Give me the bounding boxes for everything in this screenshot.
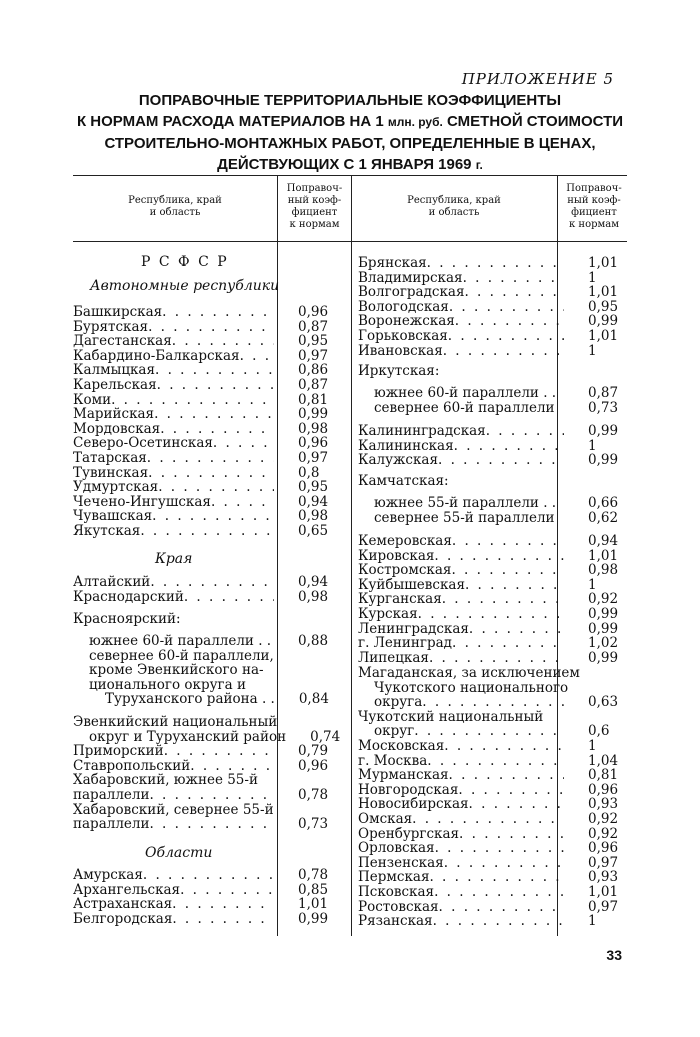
row-value: 1 bbox=[588, 738, 597, 754]
row-value: 0,96 bbox=[298, 757, 329, 774]
table-row bbox=[358, 768, 628, 783]
row-value: 0,99 bbox=[298, 406, 329, 423]
table-row bbox=[73, 897, 336, 912]
row-value: 1,01 bbox=[588, 284, 619, 301]
row-name: Мурманская bbox=[358, 768, 449, 783]
row-value: 0,93 bbox=[588, 869, 619, 886]
row-value: 0,92 bbox=[588, 810, 619, 827]
table-row bbox=[358, 607, 628, 622]
row-value: 1,01 bbox=[588, 327, 619, 344]
row-value: 0,78 bbox=[298, 867, 329, 883]
row-name: Псковская bbox=[358, 884, 435, 900]
kamchatka-block bbox=[358, 474, 628, 489]
row-value: 0,88 bbox=[298, 633, 329, 649]
row-value: 0,96 bbox=[588, 840, 619, 857]
header-coef-line-4: к нормам bbox=[289, 219, 340, 230]
row-value: 0,81 bbox=[588, 767, 619, 784]
row-value: 0,73 bbox=[588, 399, 619, 416]
table-row bbox=[358, 900, 628, 915]
kamchatka-south: южнее 55-й параллели . . bbox=[374, 495, 557, 511]
row-name: Калининградская bbox=[358, 424, 486, 439]
row-name: Вологодская bbox=[358, 299, 449, 315]
rsfsr-heading: Р С Ф С Р bbox=[141, 254, 229, 270]
row-name: Удмуртская bbox=[73, 480, 159, 495]
evenk-line-2: округ и Туруханский район bbox=[89, 728, 287, 745]
header-region-line-1: Республика, край bbox=[128, 195, 222, 206]
header-region-left bbox=[80, 195, 270, 219]
row-name: Новосибирская bbox=[358, 797, 469, 812]
title-line-4 bbox=[40, 154, 660, 176]
table-row bbox=[73, 480, 336, 495]
row-name: Татарская bbox=[73, 450, 147, 466]
row-value: 1,04 bbox=[588, 752, 619, 769]
table-row bbox=[358, 783, 628, 798]
oblasti-list-left bbox=[73, 868, 336, 926]
table-row bbox=[73, 334, 336, 349]
table-row bbox=[358, 754, 628, 769]
row-name: Северо-Осетинская bbox=[73, 436, 213, 451]
table-row bbox=[73, 883, 336, 898]
row-value: 0,86 bbox=[298, 362, 329, 379]
row-value: 0,87 bbox=[588, 385, 619, 401]
table-top-rule bbox=[73, 175, 627, 176]
chukotka-line-1: Чукотский национальный bbox=[358, 708, 544, 725]
row-value: 0,87 bbox=[298, 318, 329, 335]
row-name: Оренбургская bbox=[358, 826, 460, 842]
title-line-4a: ДЕЙСТВУЮЩИХ С 1 ЯНВАРЯ 1969 bbox=[217, 156, 476, 173]
table-row bbox=[358, 344, 628, 359]
krasnoyarsk-block bbox=[73, 612, 336, 627]
row-value: 0,6 bbox=[588, 723, 610, 740]
title-line-3: СТРОИТЕЛЬНО-МОНТАЖНЫХ РАБОТ, ОПРЕДЕЛЕННЫЕ В ЦЕНАХ, bbox=[104, 135, 596, 152]
row-name: Куйбышевская bbox=[358, 577, 465, 593]
row-value: 0,74 bbox=[310, 728, 341, 745]
row-value: 0,97 bbox=[298, 449, 329, 466]
table-row bbox=[73, 378, 336, 393]
row-name: Брянская bbox=[358, 256, 427, 271]
kamchatka-label: Камчатская: bbox=[358, 473, 449, 489]
row-name: Курганская bbox=[358, 592, 442, 607]
table-row bbox=[358, 797, 628, 812]
header-region-line-1: Республика, край bbox=[407, 195, 501, 206]
row-value: 0,98 bbox=[298, 420, 329, 437]
row-name: Мордовская bbox=[73, 421, 161, 437]
row-name: Коми bbox=[73, 392, 112, 408]
title-line-2a: К НОРМАМ РАСХОДА МАТЕРИАЛОВ НА 1 bbox=[76, 113, 388, 130]
row-value: 0,99 bbox=[588, 620, 619, 637]
row-value: 0,96 bbox=[298, 304, 329, 320]
magadan-line-2: Чукотского национального bbox=[374, 679, 569, 696]
table-row bbox=[73, 466, 336, 481]
table-row bbox=[73, 451, 336, 466]
row-value: 0,84 bbox=[298, 691, 329, 708]
row-name: Курская bbox=[358, 606, 418, 622]
row-name: г. Ленинград bbox=[358, 636, 452, 651]
kamchatka-north: севернее 55-й параллели bbox=[374, 509, 555, 526]
row-value: 0,97 bbox=[588, 898, 619, 915]
row-name: Астраханская bbox=[73, 897, 173, 912]
table-row bbox=[358, 856, 628, 871]
row-value: 0,98 bbox=[298, 508, 329, 525]
row-value: 1,01 bbox=[588, 255, 619, 271]
row-value: 0,94 bbox=[588, 533, 619, 549]
oblasti-group-4 bbox=[358, 739, 628, 929]
row-name: Липецкая bbox=[358, 650, 429, 666]
row-value: 0,95 bbox=[588, 298, 619, 315]
row-name: Омская bbox=[358, 811, 413, 827]
row-name: Ростовская bbox=[358, 899, 439, 915]
table-row bbox=[73, 575, 336, 590]
table-row bbox=[358, 549, 628, 564]
table-row bbox=[358, 563, 628, 578]
header-coef-right bbox=[559, 183, 629, 231]
row-value: 0,99 bbox=[298, 910, 329, 927]
header-coef-left bbox=[279, 183, 350, 231]
page-number: 33 bbox=[606, 947, 622, 963]
header-coef-line-3: фициент bbox=[571, 207, 617, 218]
row-value: 0,85 bbox=[298, 881, 329, 898]
table-row bbox=[358, 636, 628, 651]
table-header-rule bbox=[73, 241, 627, 242]
row-name: Амурская bbox=[73, 868, 143, 883]
row-name: Калининская bbox=[358, 438, 454, 454]
krasnoyarsk-north-1: севернее 60-й параллели, bbox=[89, 647, 274, 664]
row-value: 0,78 bbox=[298, 786, 329, 803]
row-name: Рязанская bbox=[358, 914, 433, 929]
row-value: 0,81 bbox=[298, 391, 329, 408]
row-name: Архангельская bbox=[73, 882, 181, 898]
krasnoyarsk-north-2: кроме Эвенкийского на- bbox=[89, 662, 264, 679]
irkutsk-south: южнее 60-й параллели . . bbox=[374, 385, 557, 401]
table-row bbox=[358, 651, 628, 666]
row-value: 0,62 bbox=[588, 509, 619, 526]
row-name: Костромская bbox=[358, 563, 452, 578]
table-row bbox=[358, 424, 628, 439]
appendix-label: ПРИЛОЖЕНИЕ 5 bbox=[461, 70, 614, 88]
oblasti-group-1 bbox=[358, 256, 628, 358]
table-row bbox=[358, 592, 628, 607]
row-value: 1,01 bbox=[588, 547, 619, 564]
row-value: 0,95 bbox=[298, 333, 329, 350]
krasnoyarsk-north-4: Туруханского района . . bbox=[105, 691, 275, 708]
table-row bbox=[358, 841, 628, 856]
row-name: Ленинградская bbox=[358, 621, 469, 637]
header-coef-line-2: ный коэф- bbox=[287, 195, 342, 206]
row-value: 0,96 bbox=[298, 435, 329, 452]
header-region-line-2: и область bbox=[149, 207, 201, 218]
row-name: Пензенская bbox=[358, 855, 444, 871]
krasnoyarsk-south: южнее 60-й параллели . . bbox=[89, 633, 272, 649]
table-row bbox=[73, 524, 336, 539]
table-row bbox=[358, 739, 628, 754]
header-coef-line-3: фициент bbox=[291, 207, 338, 218]
khabarovsk-south-1: Хабаровский, южнее 55-й bbox=[73, 772, 258, 789]
row-value: 1,01 bbox=[588, 883, 619, 900]
row-name: Краснодарский bbox=[73, 589, 184, 605]
table-row bbox=[358, 300, 628, 315]
row-name: Бурятская bbox=[73, 319, 149, 335]
table-row bbox=[358, 329, 628, 344]
khabarovsk-south-2: параллели bbox=[73, 787, 150, 803]
krasnoyarsk-sub bbox=[73, 634, 336, 707]
autonomous-republics-list bbox=[73, 305, 336, 539]
table-row bbox=[73, 393, 336, 408]
row-name: Марийская bbox=[73, 407, 155, 422]
table-row bbox=[73, 407, 336, 422]
table-row bbox=[358, 453, 628, 468]
header-coef-line-1: Поправоч- bbox=[286, 183, 343, 194]
table-row bbox=[73, 868, 336, 883]
row-value: 1,01 bbox=[298, 896, 329, 913]
row-name: Башкирская bbox=[73, 305, 163, 320]
krasnoyarsk-north-3: ционального округа и bbox=[89, 676, 246, 693]
irkutsk-label: Иркутская: bbox=[358, 363, 440, 379]
krasnoyarsk-label: Красноярский: bbox=[73, 611, 181, 627]
title-line-2c: СМЕТНОЙ СТОИМОСТИ bbox=[442, 113, 624, 130]
row-name: Чувашская bbox=[73, 509, 153, 524]
table-row bbox=[73, 349, 336, 364]
row-name: Дагестанская bbox=[73, 334, 172, 349]
magadan-line-1: Магаданская, за исключением bbox=[358, 665, 580, 681]
row-value: 0,99 bbox=[588, 313, 619, 330]
row-value: 1 bbox=[588, 342, 597, 359]
table-row bbox=[358, 439, 628, 454]
row-value: 0,63 bbox=[588, 694, 619, 711]
row-name: Карельская bbox=[73, 377, 157, 393]
row-value: 0,99 bbox=[588, 423, 619, 439]
row-value: 0,65 bbox=[298, 522, 329, 539]
row-name: Орловская bbox=[358, 841, 435, 856]
row-value: 0,8 bbox=[298, 464, 320, 481]
row-name: Калужская bbox=[358, 453, 438, 468]
header-coef-line-1: Поправоч- bbox=[566, 183, 622, 194]
row-value: 1 bbox=[588, 269, 597, 286]
row-name: Калмыцкая bbox=[73, 363, 156, 378]
magadan-block bbox=[358, 666, 628, 739]
row-value: 0,96 bbox=[588, 781, 619, 798]
row-value: 1,02 bbox=[588, 635, 619, 652]
table-row bbox=[358, 578, 628, 593]
header-region-right bbox=[356, 195, 552, 219]
title-line-1: ПОПРАВОЧНЫЕ ТЕРРИТОРИАЛЬНЫЕ КОЭФФИЦИЕНТЫ bbox=[138, 92, 562, 109]
table-row bbox=[358, 914, 628, 929]
table-row bbox=[73, 590, 336, 605]
row-value: 0,66 bbox=[588, 495, 619, 511]
table-row bbox=[358, 622, 628, 637]
page-title bbox=[40, 90, 660, 176]
row-name: Приморский bbox=[73, 744, 164, 759]
table-row bbox=[358, 827, 628, 842]
row-name: Воронежская bbox=[358, 314, 455, 329]
row-value: 1 bbox=[588, 913, 597, 930]
row-name: Ивановская bbox=[358, 343, 443, 359]
header-coef-line-2: ный коэф- bbox=[567, 195, 621, 206]
row-value: 0,73 bbox=[298, 816, 329, 833]
row-value: 0,92 bbox=[588, 825, 619, 842]
row-name: Пермская bbox=[358, 870, 430, 885]
row-name: Новгородская bbox=[358, 782, 459, 798]
row-name: Ставропольский bbox=[73, 758, 191, 774]
row-value: 0,99 bbox=[588, 452, 619, 469]
title-line-4b: г. bbox=[475, 158, 483, 172]
table-row bbox=[358, 885, 628, 900]
row-value: 1 bbox=[588, 576, 597, 593]
oblasti-heading: Области bbox=[145, 845, 213, 861]
row-name: Якутская bbox=[73, 523, 141, 539]
row-value: 0,94 bbox=[298, 574, 329, 590]
row-value: 0,99 bbox=[588, 605, 619, 622]
table-row bbox=[358, 812, 628, 827]
table-row bbox=[73, 509, 336, 524]
table-row bbox=[73, 759, 336, 774]
oblasti-group-2 bbox=[358, 424, 628, 468]
oblasti-group-3 bbox=[358, 534, 628, 665]
row-name: Владимирская bbox=[358, 270, 463, 286]
table-row bbox=[73, 744, 336, 759]
kraya-heading: Края bbox=[155, 551, 193, 567]
title-line-2b: млн. руб. bbox=[387, 115, 443, 129]
row-value: 0,93 bbox=[588, 796, 619, 813]
table-row bbox=[358, 256, 628, 271]
row-value: 0,97 bbox=[588, 854, 619, 871]
kraya-list-a bbox=[73, 575, 336, 604]
irkutsk-north: севернее 60-й параллели bbox=[374, 399, 555, 416]
row-name: Кемеровская bbox=[358, 534, 452, 549]
table-row bbox=[73, 320, 336, 335]
row-value: 0,97 bbox=[298, 347, 329, 364]
row-value: 1 bbox=[588, 437, 597, 454]
table-row bbox=[358, 271, 628, 286]
table-row bbox=[73, 495, 336, 510]
row-name: Алтайский bbox=[73, 575, 151, 590]
chukotka-line-2: округ bbox=[374, 724, 415, 739]
table-row bbox=[358, 314, 628, 329]
autonomous-republics-heading: Автономные республики bbox=[90, 278, 280, 294]
khabarovsk-north-1: Хабаровский, севернее 55-й bbox=[73, 801, 274, 818]
row-name: Волгоградская bbox=[358, 285, 465, 300]
row-value: 0,95 bbox=[298, 479, 329, 496]
khabarovsk-north-2: параллели bbox=[73, 817, 150, 832]
header-region-line-2: и область bbox=[428, 207, 480, 218]
row-value: 0,92 bbox=[588, 591, 619, 608]
table-row bbox=[73, 305, 336, 320]
row-name: Кабардино-Балкарская bbox=[73, 348, 240, 364]
table-row bbox=[358, 285, 628, 300]
evenk-line-1: Эвенкийский национальный bbox=[73, 714, 278, 730]
header-coef-line-4: к нормам bbox=[568, 219, 620, 230]
column-divider-2 bbox=[351, 176, 352, 936]
table-row bbox=[358, 870, 628, 885]
table-row bbox=[73, 912, 336, 927]
row-name: Кировская bbox=[358, 548, 435, 564]
row-name: г. Москва bbox=[358, 753, 428, 769]
row-value: 0,98 bbox=[298, 588, 329, 605]
irkutsk-sub bbox=[358, 386, 628, 415]
table-row bbox=[73, 363, 336, 378]
row-name: Московская bbox=[358, 739, 445, 754]
kamchatka-sub bbox=[358, 496, 628, 525]
row-name: Белгородская bbox=[73, 911, 173, 927]
title-line-2 bbox=[40, 111, 660, 133]
row-value: 0,98 bbox=[588, 562, 619, 579]
row-value: 0,99 bbox=[588, 649, 619, 666]
row-name: Чечено-Ингушская bbox=[73, 494, 211, 510]
table-row bbox=[73, 436, 336, 451]
row-name: Горьковская bbox=[358, 328, 448, 344]
row-value: 0,87 bbox=[298, 376, 329, 393]
irkutsk-block bbox=[358, 364, 628, 379]
table-row bbox=[73, 422, 336, 437]
table-row bbox=[358, 534, 628, 549]
evenk-block bbox=[73, 714, 341, 833]
row-value: 0,79 bbox=[298, 743, 329, 760]
magadan-line-3: округа bbox=[374, 695, 423, 710]
row-value: 0,94 bbox=[298, 493, 329, 510]
row-name: Тувинская bbox=[73, 465, 149, 481]
